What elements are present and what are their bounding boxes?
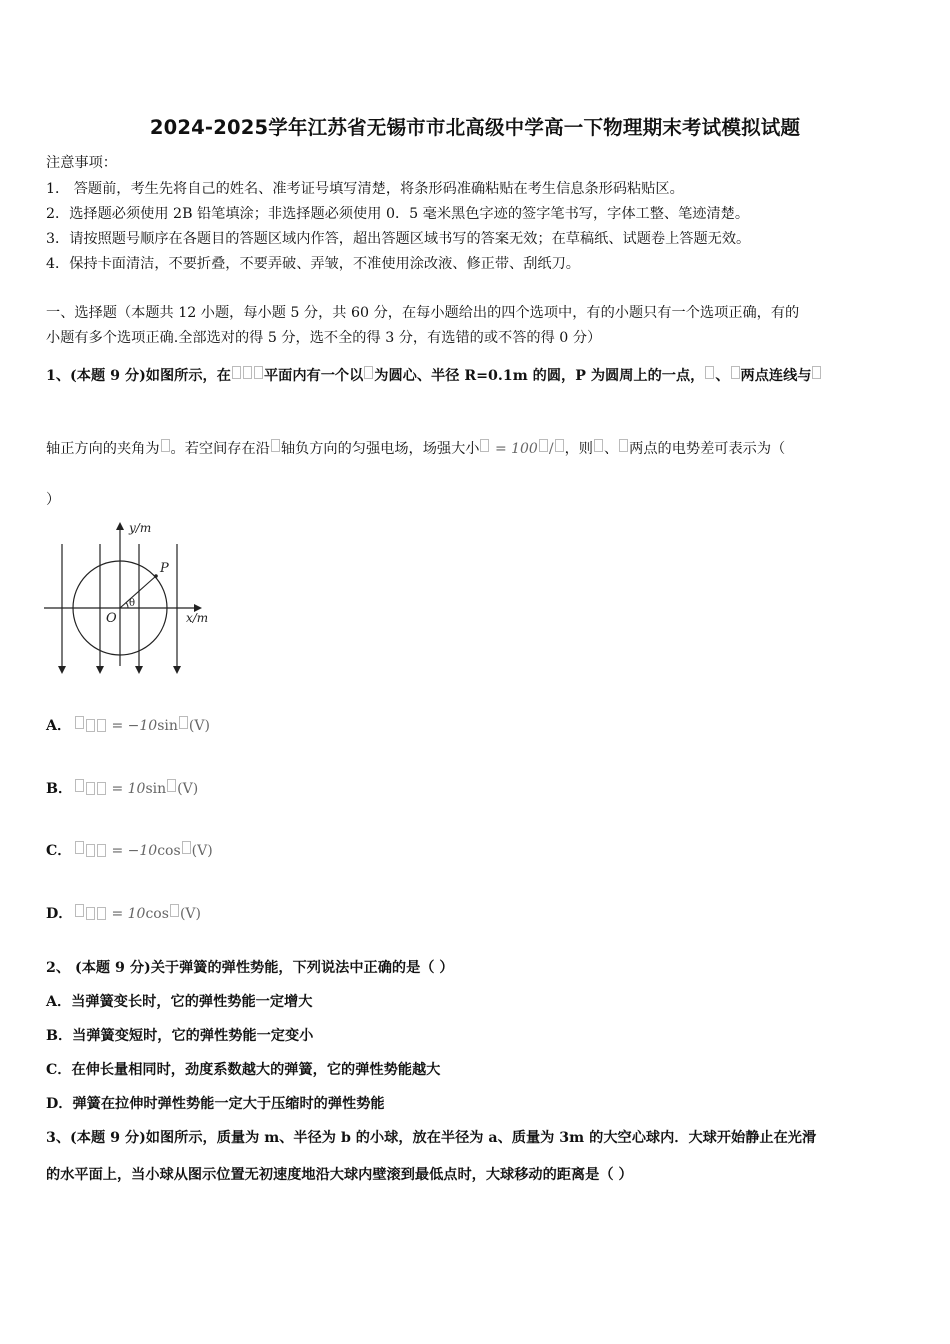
formula-placeholder (97, 844, 106, 857)
formula-unit: (V) (191, 843, 213, 859)
field-strength-formula (490, 441, 564, 457)
q2-option-b[interactable]: B．当弹簧变短时，它的弹性势能一定变小 (46, 1028, 314, 1044)
formula-placeholder (594, 439, 603, 452)
formula-placeholder (167, 779, 176, 792)
origin-label: O (106, 611, 117, 626)
section-heading-line-2: 小题有多个选项正确.全部选对的得 5 分，选不全的得 3 分，有选错的或不答的得 0 分） (46, 330, 602, 346)
formula-placeholder (619, 439, 628, 452)
q1-close-paren: ） (46, 492, 61, 508)
q1-option-a[interactable] (46, 715, 210, 736)
formula-coef: 10 (139, 718, 158, 734)
formula-placeholder (97, 782, 106, 795)
formula-placeholder (812, 366, 821, 379)
q1-stem-line-2 (46, 438, 785, 458)
option-formula (107, 718, 210, 734)
formula-placeholder (179, 716, 188, 729)
formula-placeholder (539, 439, 548, 452)
formula-placeholder (364, 366, 373, 379)
formula-placeholder (731, 366, 740, 379)
formula-func: cos (145, 906, 169, 922)
formula-placeholder (705, 366, 714, 379)
q1-text: ，则 (564, 441, 593, 457)
option-letter: A． (46, 718, 72, 734)
formula-sign: = (111, 906, 128, 922)
q2-option-c[interactable]: C．在伸长量相同时，劲度系数越大的弹簧，它的弹性势能越大 (46, 1062, 441, 1078)
formula-unit: (V) (179, 906, 201, 922)
formula-func: cos (157, 843, 181, 859)
angle-label: θ (129, 598, 136, 609)
formula-placeholder (86, 907, 95, 920)
q1-figure (40, 516, 220, 682)
q2-option-d[interactable]: D．弹簧在拉伸时弹性势能一定大于压缩时的弹性势能 (46, 1096, 385, 1112)
formula-placeholder (555, 439, 564, 452)
q2-stem: 2、 (本题 9 分)关于弹簧的弹性势能，下列说法中正确的是（ ） (46, 960, 454, 976)
field-value: = 100 (494, 441, 538, 457)
formula-sign: = (111, 781, 128, 797)
option-letter: B． (46, 781, 73, 797)
q1-text: 轴负方向的匀强电场，场强大小 (280, 441, 480, 457)
formula-placeholder (232, 366, 241, 379)
option-formula (107, 906, 201, 922)
q1-text: 、 (715, 368, 730, 384)
formula-placeholder (86, 719, 95, 732)
formula-coef: 10 (139, 843, 158, 859)
formula-sign: = − (111, 843, 140, 859)
formula-placeholder (97, 719, 106, 732)
page-title: 2024-2025学年江苏省无锡市市北高级中学高一下物理期末考试模拟试题 (149, 116, 801, 139)
x-axis-label: x/m (186, 611, 209, 625)
q1-text: 、 (603, 441, 619, 457)
formula-unit: (V) (188, 718, 210, 734)
q1-text: 两点连线与 (740, 368, 812, 384)
q1-text: 。若空间存在沿 (170, 441, 270, 457)
q1-option-c[interactable] (46, 840, 213, 861)
formula-func: sin (145, 781, 167, 797)
q3-stem-line-1: 3、(本题 9 分)如图所示，质量为 m、半径为 b 的小球，放在半径为 a、质量为 3m 的大空心球内．大球开始静止在光滑 (46, 1130, 817, 1146)
formula-placeholder (170, 904, 179, 917)
notice-item-3: 3．请按照题号顺序在各题目的答题区域内作答，超出答题区域书写的答案无效；在草稿纸、试题卷上答题无效。 (46, 231, 751, 247)
option-formula (107, 843, 213, 859)
formula-unit: (V) (177, 781, 199, 797)
angle-arc (126, 603, 128, 609)
q1-stem-line-1 (46, 365, 822, 385)
notice-item-2: 2．选择题必须使用 2B 铅笔填涂；非选择题必须使用 0．5 毫米黑色字迹的签字笔书写，字体工整、笔迹清楚。 (46, 206, 750, 222)
formula-placeholder (161, 439, 170, 452)
formula-sign: = − (111, 718, 140, 734)
point-p-label: P (160, 561, 169, 576)
q1-option-b[interactable] (46, 778, 198, 799)
formula-coef: 10 (127, 781, 146, 797)
formula-placeholder (182, 841, 191, 854)
option-formula (107, 781, 198, 797)
formula-placeholder (97, 907, 106, 920)
option-letter: C． (46, 843, 72, 859)
formula-placeholder (254, 366, 263, 379)
q1-text: 为圆心、半径 R=0.1m 的圆，P 为圆周上的一点， (374, 368, 705, 384)
formula-placeholder (243, 366, 252, 379)
formula-placeholder (271, 439, 280, 452)
formula-placeholder (75, 841, 84, 854)
q1-text: 平面内有一个以 (263, 368, 364, 384)
notice-heading: 注意事项： (46, 155, 117, 171)
formula-placeholder (86, 844, 95, 857)
field-unit: / (548, 441, 554, 457)
formula-placeholder (75, 779, 84, 792)
section-heading-line-1: 一、选择题（本题共 12 小题，每小题 5 分，共 60 分，在每小题给出的四个选项中，有的小题只有一个选项正确，有的 (46, 305, 800, 321)
formula-placeholder (86, 782, 95, 795)
q3-stem-line-2: 的水平面上，当小球从图示位置无初速度地沿大球内壁滚到最低点时，大球移动的距离是（ ） (46, 1167, 633, 1183)
y-axis-label: y/m (129, 521, 152, 535)
q1-text: 两点的电势差可表示为（ (629, 441, 786, 457)
q1-text: 轴正方向的夹角为 (46, 441, 160, 457)
q2-option-a[interactable]: A．当弹簧变长时，它的弹性势能一定增大 (46, 994, 313, 1010)
q1-prefix: 1、(本题 9 分)如图所示，在 (46, 368, 231, 384)
formula-coef: 10 (127, 906, 146, 922)
notice-item-1: 1． 答题前，考生先将自己的姓名、准考证号填写清楚，将条形码准确粘贴在考生信息条形码粘贴区。 (46, 181, 684, 197)
formula-placeholder (480, 439, 489, 452)
formula-func: sin (157, 718, 178, 734)
option-letter: D． (46, 906, 73, 922)
notice-item-4: 4．保持卡面清洁，不要折叠，不要弄破、弄皱，不准使用涂改液、修正带、刮纸刀。 (46, 256, 580, 272)
radius-line (120, 576, 156, 608)
point-p (154, 574, 158, 578)
formula-placeholder (75, 716, 84, 729)
formula-placeholder (75, 904, 84, 917)
q1-option-d[interactable] (46, 903, 201, 924)
